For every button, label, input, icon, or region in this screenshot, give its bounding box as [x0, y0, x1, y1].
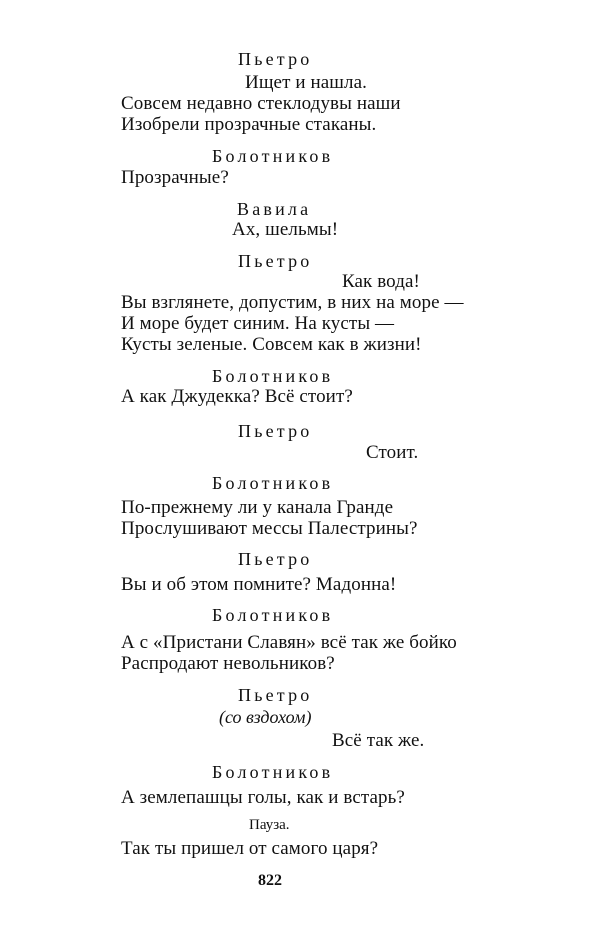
speaker-bolotnikov: Болотников: [212, 146, 334, 166]
speaker-pietro: Пьетро: [238, 421, 313, 441]
speaker-pietro: Пьетро: [238, 549, 313, 569]
verse-line: Как вода!: [342, 271, 420, 292]
stage-direction: (со вздохом): [219, 707, 312, 727]
speaker-bolotnikov: Болотников: [212, 366, 334, 386]
stage-note-pause: Пауза.: [249, 817, 290, 833]
page-number: 822: [258, 872, 282, 889]
speaker-vavila: Вавила: [237, 199, 312, 219]
verse-line: Всё так же.: [332, 730, 425, 751]
verse-line: А землепашцы голы, как и встарь?: [121, 787, 405, 808]
verse-line: Ищет и нашла.: [245, 72, 367, 93]
verse-line: Изобрели прозрачные стаканы.: [121, 114, 377, 135]
verse-line: Вы взглянете, допустим, в них на море —: [121, 292, 464, 313]
verse-line: Кусты зеленые. Совсем как в жизни!: [121, 334, 422, 355]
speaker-bolotnikov: Болотников: [212, 762, 334, 782]
verse-line: Совсем недавно стеклодувы наши: [121, 93, 401, 114]
speaker-bolotnikov: Болотников: [212, 605, 334, 625]
verse-line: Распродают невольников?: [121, 653, 335, 674]
verse-line: Так ты пришел от самого царя?: [121, 838, 379, 859]
verse-line: Ах, шельмы!: [232, 219, 339, 240]
verse-line: Стоит.: [366, 442, 419, 463]
speaker-pietro: Пьетро: [238, 685, 313, 705]
verse-line: А как Джудекка? Всё стоит?: [121, 386, 353, 407]
verse-line: Прослушивают мессы Палестрины?: [121, 518, 418, 539]
speaker-pietro: Пьетро: [238, 49, 313, 69]
verse-line: По-прежнему ли у канала Гранде: [121, 497, 394, 518]
verse-line: Прозрачные?: [121, 167, 229, 188]
speaker-pietro: Пьетро: [238, 251, 313, 271]
verse-line: И море будет синим. На кусты —: [121, 313, 395, 334]
speaker-bolotnikov: Болотников: [212, 473, 334, 493]
verse-line: Вы и об этом помните? Мадонна!: [121, 574, 397, 595]
verse-line: А с «Пристани Славян» всё так же бойко: [121, 632, 457, 653]
